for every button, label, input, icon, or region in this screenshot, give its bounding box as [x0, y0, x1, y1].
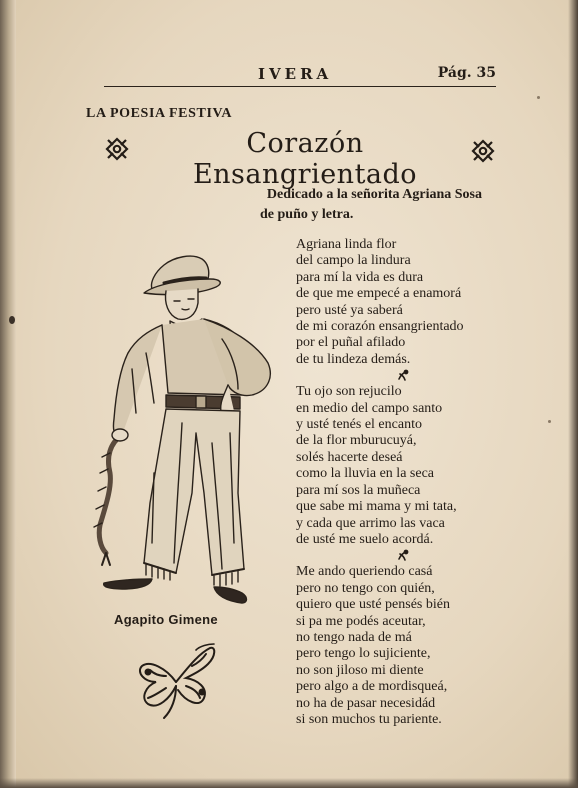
poem-line: pero tengo lo sujiciente, [296, 646, 431, 662]
poem-line: que sabe mi mama y mi tata, [296, 499, 457, 515]
paper-mark [9, 316, 15, 324]
dedication-line-2: de puño y letra. [260, 207, 354, 222]
poem-line: si pa me podés aceutar, [296, 613, 426, 629]
poem-line: para mí la vida es dura [296, 269, 424, 285]
paper-speck [548, 420, 551, 423]
poem-stanza [296, 384, 526, 548]
stanza-flourish-icon [396, 368, 410, 382]
dedication [196, 185, 486, 225]
gaucho-illustration [92, 243, 272, 611]
poem-line: de que me empecé a enamorá [296, 286, 462, 302]
poem-line: solés hacerte deseá [296, 449, 403, 465]
poem-line: y cada que arrimo las vaca [296, 515, 445, 531]
poem-line: de tu lindeza demás. [296, 351, 411, 367]
poem-body [296, 237, 526, 728]
poem-line: y usté tenés el encanto [296, 417, 422, 433]
poem-line: del campo la lindura [296, 253, 411, 269]
poem-stanza [296, 564, 526, 728]
poem-line: no tengo nada de má [296, 629, 412, 645]
page-header [104, 62, 496, 86]
poem-stanza [296, 237, 526, 368]
poem-line: Agriana linda flor [296, 237, 397, 252]
butterfly-ornament-icon [136, 642, 218, 720]
page-bottom-shadow [0, 778, 578, 788]
illustration-caption: Agapito Gimene [114, 612, 218, 627]
poem-line: por el puñal afilado [296, 335, 406, 351]
stanza-divider [296, 368, 526, 384]
stanza-flourish-icon [396, 548, 410, 562]
poem-line: Me ando queriendo casá [296, 564, 433, 580]
page-right-shadow [568, 0, 578, 788]
right-title-ornament-icon [470, 138, 496, 164]
page-binding-edge [0, 0, 16, 788]
stanza-divider [296, 548, 526, 564]
poem-line: si son muchos tu pariente. [296, 711, 442, 727]
paper-speck [537, 96, 540, 99]
poem-line: pero usté ya saberá [296, 302, 403, 318]
poem-line: para mí sos la muñeca [296, 482, 421, 498]
section-label: LA POESIA FESTIVA [86, 106, 233, 121]
poem-line: no son jiloso mi diente [296, 662, 424, 678]
magazine-name: IVERA [258, 65, 333, 83]
header-rule [104, 86, 496, 87]
poem-title: Corazón Ensangrientado [192, 128, 418, 190]
poem-line: en medio del campo santo [296, 400, 443, 416]
poem-line: de la flor mburucuyá, [296, 433, 417, 449]
poem-line: pero no tengo con quién, [296, 580, 435, 596]
poem-line: de mi corazón ensangrientado [296, 319, 464, 335]
poem-line: de usté me suelo acordá. [296, 531, 434, 547]
dedication-line-1: Dedicado a la señorita Agriana Sosa [266, 187, 482, 202]
poem-line: Tu ojo son rejucilo [296, 384, 402, 400]
poem-line: como la lluvia en la seca [296, 466, 434, 482]
poem-line: quiero que usté pensés bién [296, 597, 450, 613]
left-title-ornament-icon [104, 136, 130, 162]
poem-line: pero algo a de mordisqueá, [296, 679, 448, 695]
poem-line: no ha de pasar necesidád [296, 695, 436, 711]
page-number: Pág. 35 [437, 65, 496, 81]
